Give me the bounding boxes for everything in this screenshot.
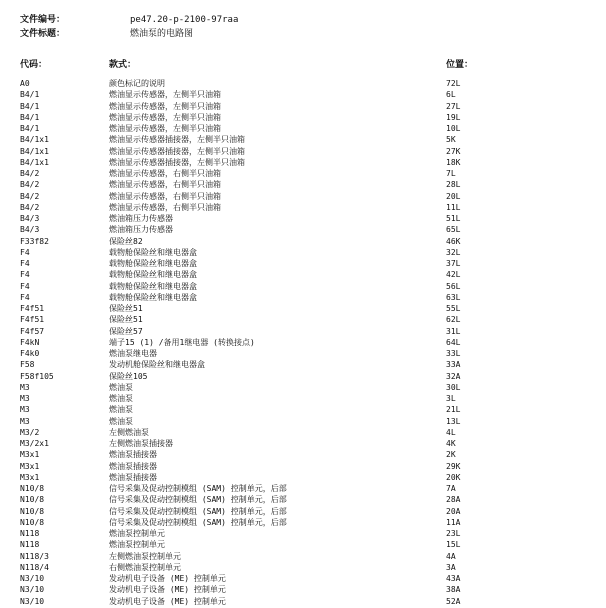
component-code: F4 bbox=[20, 270, 30, 280]
component-position: 31L bbox=[446, 326, 461, 336]
table-row bbox=[0, 461, 606, 472]
table-row bbox=[0, 123, 606, 134]
table-row bbox=[0, 134, 606, 145]
component-code: N10/8 bbox=[20, 495, 45, 505]
component-description: 信号采集及促动控制模组 (SAM) 控制单元，后部 bbox=[109, 506, 287, 516]
component-description: 燃油泵控制单元 bbox=[109, 529, 165, 538]
component-code: N10/8 bbox=[20, 517, 45, 527]
component-code: F4kN bbox=[20, 337, 40, 347]
component-code: N118 bbox=[20, 540, 40, 550]
component-code: N118 bbox=[20, 529, 40, 538]
component-code: F58 bbox=[20, 360, 35, 370]
component-position: 18K bbox=[446, 157, 461, 167]
component-code: M3 bbox=[20, 405, 30, 415]
component-description: 燃油箱压力传感器 bbox=[109, 214, 173, 223]
component-description: 载物舱保险丝和继电器盒 bbox=[109, 292, 197, 302]
component-position: 42L bbox=[446, 270, 461, 280]
component-code: F4 bbox=[20, 247, 30, 257]
component-description: 载物舱保险丝和继电器盒 bbox=[109, 281, 197, 291]
table-row bbox=[0, 483, 606, 494]
component-position: 52A bbox=[446, 596, 461, 606]
component-code: M3/2x1 bbox=[20, 439, 49, 448]
table-row bbox=[0, 573, 606, 584]
component-description: 端子15 (1) /备用1继电器 (转换接点) bbox=[109, 337, 255, 347]
component-code: M3/2 bbox=[20, 427, 40, 437]
table-row bbox=[0, 146, 606, 157]
doc-title-label: 文件标题： bbox=[20, 29, 66, 39]
component-description: 燃油泵插接器 bbox=[109, 461, 157, 471]
doc-number-row bbox=[0, 13, 606, 27]
table-row bbox=[0, 438, 606, 449]
component-description: 燃油泵插接器 bbox=[109, 450, 157, 460]
component-description: 燃油显示传感器，左侧半只油箱 bbox=[109, 90, 221, 100]
component-position: 11L bbox=[446, 202, 461, 212]
component-description: 燃油泵插接器 bbox=[109, 472, 157, 482]
component-code: F4 bbox=[20, 292, 30, 302]
component-code: A0 bbox=[20, 79, 30, 88]
component-position: 3L bbox=[446, 394, 456, 403]
component-position: 4A bbox=[446, 551, 456, 561]
doc-number-label: 文件编号： bbox=[20, 15, 66, 25]
component-description: 发动机电子设备 (ME) 控制单元 bbox=[109, 596, 226, 606]
component-position: 5K bbox=[446, 135, 456, 145]
component-code: B4/1x1 bbox=[20, 146, 49, 156]
component-position: 63L bbox=[446, 292, 461, 302]
component-description: 燃油显示传感器，右侧半只油箱 bbox=[109, 202, 221, 212]
component-description: 右侧燃油泵控制单元 bbox=[109, 562, 181, 572]
component-position: 30L bbox=[446, 382, 461, 392]
component-code: F4 bbox=[20, 259, 30, 268]
table-row bbox=[0, 303, 606, 314]
component-code: B4/1 bbox=[20, 112, 40, 122]
table-row bbox=[0, 596, 606, 607]
component-description: 载物舱保险丝和继电器盒 bbox=[109, 270, 197, 280]
component-position: 33L bbox=[446, 349, 461, 358]
table-row bbox=[0, 416, 606, 427]
table-row bbox=[0, 427, 606, 438]
component-code: B4/1x1 bbox=[20, 135, 49, 145]
component-description: 燃油泵 bbox=[109, 405, 133, 415]
component-code: N118/3 bbox=[20, 551, 49, 561]
component-code: M3 bbox=[20, 394, 30, 403]
table-row bbox=[0, 506, 606, 517]
description-column-header: 款式： bbox=[109, 60, 137, 70]
table-row bbox=[0, 236, 606, 247]
component-description: 燃油显示传感器插接器，左侧半只油箱 bbox=[109, 135, 245, 145]
component-position: 32A bbox=[446, 371, 461, 381]
component-position: 27K bbox=[446, 146, 461, 156]
component-description: 燃油显示传感器插接器，左侧半只油箱 bbox=[109, 146, 245, 156]
table-row bbox=[0, 539, 606, 550]
component-position: 2K bbox=[446, 450, 456, 460]
component-code: B4/2 bbox=[20, 180, 40, 190]
component-code: M3x1 bbox=[20, 461, 40, 471]
table-row bbox=[0, 179, 606, 190]
component-code: N10/8 bbox=[20, 484, 45, 493]
component-code: B4/1 bbox=[20, 124, 40, 133]
component-position: 11A bbox=[446, 517, 461, 527]
component-code: F4f57 bbox=[20, 326, 45, 336]
position-column-header: 位置： bbox=[446, 60, 474, 70]
code-column-header: 代码： bbox=[20, 60, 48, 70]
table-row bbox=[0, 314, 606, 325]
component-description: 燃油显示传感器，左侧半只油箱 bbox=[109, 112, 221, 122]
component-description: 燃油泵继电器 bbox=[109, 349, 157, 358]
component-description: 燃油泵 bbox=[109, 382, 133, 392]
component-position: 51L bbox=[446, 214, 461, 223]
component-position: 27L bbox=[446, 101, 461, 111]
doc-title-row bbox=[0, 27, 606, 41]
table-row bbox=[0, 551, 606, 562]
component-description: 信号采集及促动控制模组 (SAM) 控制单元，后部 bbox=[109, 495, 287, 505]
component-description: 发动机电子设备 (ME) 控制单元 bbox=[109, 585, 226, 595]
component-description: 燃油显示传感器，右侧半只油箱 bbox=[109, 180, 221, 190]
component-code: F4f51 bbox=[20, 304, 45, 313]
component-position: 64L bbox=[446, 337, 461, 347]
component-description: 左侧燃油泵控制单元 bbox=[109, 551, 181, 561]
table-row bbox=[0, 359, 606, 370]
component-code: B4/2 bbox=[20, 202, 40, 212]
table-row bbox=[0, 494, 606, 505]
table-row bbox=[0, 517, 606, 528]
table-row bbox=[0, 213, 606, 224]
component-position: 20K bbox=[446, 472, 461, 482]
component-position: 43A bbox=[446, 574, 461, 583]
table-row bbox=[0, 404, 606, 415]
table-row bbox=[0, 348, 606, 359]
component-description: 燃油显示传感器，左侧半只油箱 bbox=[109, 101, 221, 111]
component-position: 20A bbox=[446, 506, 461, 516]
component-description: 燃油泵 bbox=[109, 394, 133, 403]
component-position: 4L bbox=[446, 427, 456, 437]
component-code: B4/1 bbox=[20, 101, 40, 111]
component-code: B4/1x1 bbox=[20, 157, 49, 167]
component-position: 28A bbox=[446, 495, 461, 505]
table-row bbox=[0, 393, 606, 404]
table-row bbox=[0, 89, 606, 100]
component-position: 33A bbox=[446, 360, 461, 370]
component-description: 燃油泵 bbox=[109, 416, 133, 426]
table-row bbox=[0, 168, 606, 179]
component-description: 左侧燃油泵插接器 bbox=[109, 439, 173, 448]
table-row bbox=[0, 269, 606, 280]
table-row bbox=[0, 337, 606, 348]
component-description: 发动机电子设备 (ME) 控制单元 bbox=[109, 574, 226, 583]
component-description: 颜色标记的说明 bbox=[109, 79, 165, 88]
component-code: F4k0 bbox=[20, 349, 40, 358]
component-position: 21L bbox=[446, 405, 461, 415]
component-description: 保险丝51 bbox=[109, 304, 143, 313]
component-description: 燃油显示传感器，左侧半只油箱 bbox=[109, 124, 221, 133]
table-row bbox=[0, 584, 606, 595]
component-position: 37L bbox=[446, 259, 461, 268]
component-description: 燃油显示传感器插接器，左侧半只油箱 bbox=[109, 157, 245, 167]
component-code: F4f51 bbox=[20, 315, 45, 325]
component-description: 燃油显示传感器，右侧半只油箱 bbox=[109, 169, 221, 178]
table-row bbox=[0, 101, 606, 112]
component-code: F58f105 bbox=[20, 371, 54, 381]
component-code: B4/1 bbox=[20, 90, 40, 100]
component-position: 7A bbox=[446, 484, 456, 493]
component-description: 燃油箱压力传感器 bbox=[109, 225, 173, 235]
table-row bbox=[0, 157, 606, 168]
table-row bbox=[0, 281, 606, 292]
table-row bbox=[0, 112, 606, 123]
table-row bbox=[0, 382, 606, 393]
component-position: 6L bbox=[446, 90, 456, 100]
component-description: 载物舱保险丝和继电器盒 bbox=[109, 247, 197, 257]
component-position: 23L bbox=[446, 529, 461, 538]
component-position: 4K bbox=[446, 439, 456, 448]
table-row bbox=[0, 449, 606, 460]
table-row bbox=[0, 562, 606, 573]
table-row bbox=[0, 371, 606, 382]
table-row bbox=[0, 292, 606, 303]
component-code: B4/3 bbox=[20, 214, 40, 223]
component-code: N3/10 bbox=[20, 585, 45, 595]
component-position: 15L bbox=[446, 540, 461, 550]
component-description: 载物舱保险丝和继电器盒 bbox=[109, 259, 197, 268]
component-position: 56L bbox=[446, 281, 461, 291]
doc-title-value: 燃油泵的电路图 bbox=[130, 29, 194, 39]
component-code: M3 bbox=[20, 416, 30, 426]
component-code: N10/8 bbox=[20, 506, 45, 516]
component-description: 保险丝51 bbox=[109, 315, 143, 325]
component-code: M3x1 bbox=[20, 472, 40, 482]
component-description: 燃油泵控制单元 bbox=[109, 540, 165, 550]
component-position: 72L bbox=[446, 79, 461, 88]
component-code: N3/10 bbox=[20, 596, 45, 606]
component-code: F4 bbox=[20, 281, 30, 291]
component-position: 32L bbox=[446, 247, 461, 257]
component-position: 19L bbox=[446, 112, 461, 122]
component-description: 保险丝82 bbox=[109, 236, 143, 246]
component-code: B4/3 bbox=[20, 225, 40, 235]
component-position: 46K bbox=[446, 236, 461, 246]
component-position: 7L bbox=[446, 169, 456, 178]
component-position: 65L bbox=[446, 225, 461, 235]
component-position: 55L bbox=[446, 304, 461, 313]
component-code: F33f82 bbox=[20, 236, 49, 246]
component-description: 燃油显示传感器，右侧半只油箱 bbox=[109, 191, 221, 201]
component-description: 保险丝57 bbox=[109, 326, 143, 336]
component-code: M3 bbox=[20, 382, 30, 392]
component-position: 62L bbox=[446, 315, 461, 325]
table-row bbox=[0, 528, 606, 539]
table-row bbox=[0, 224, 606, 235]
component-code: M3x1 bbox=[20, 450, 40, 460]
component-code: B4/2 bbox=[20, 169, 40, 178]
component-description: 信号采集及促动控制模组 (SAM) 控制单元，后部 bbox=[109, 484, 287, 493]
component-code: N118/4 bbox=[20, 562, 49, 572]
table-row bbox=[0, 78, 606, 89]
doc-number-value: pe47.20-p-2100-97raa bbox=[130, 15, 239, 25]
table-row bbox=[0, 247, 606, 258]
component-list bbox=[0, 78, 606, 607]
component-code: N3/10 bbox=[20, 574, 45, 583]
table-row bbox=[0, 472, 606, 483]
component-position: 29K bbox=[446, 461, 461, 471]
component-position: 13L bbox=[446, 416, 461, 426]
component-description: 发动机舱保险丝和继电器盒 bbox=[109, 360, 205, 370]
component-description: 信号采集及促动控制模组 (SAM) 控制单元，后部 bbox=[109, 517, 287, 527]
component-position: 10L bbox=[446, 124, 461, 133]
table-row bbox=[0, 191, 606, 202]
component-position: 3A bbox=[446, 562, 456, 572]
table-row bbox=[0, 326, 606, 337]
table-row bbox=[0, 258, 606, 269]
component-description: 左侧燃油泵 bbox=[109, 427, 149, 437]
component-code: B4/2 bbox=[20, 191, 40, 201]
component-description: 保险丝105 bbox=[109, 371, 148, 381]
component-position: 28L bbox=[446, 180, 461, 190]
component-position: 20L bbox=[446, 191, 461, 201]
component-position: 38A bbox=[446, 585, 461, 595]
table-row bbox=[0, 202, 606, 213]
